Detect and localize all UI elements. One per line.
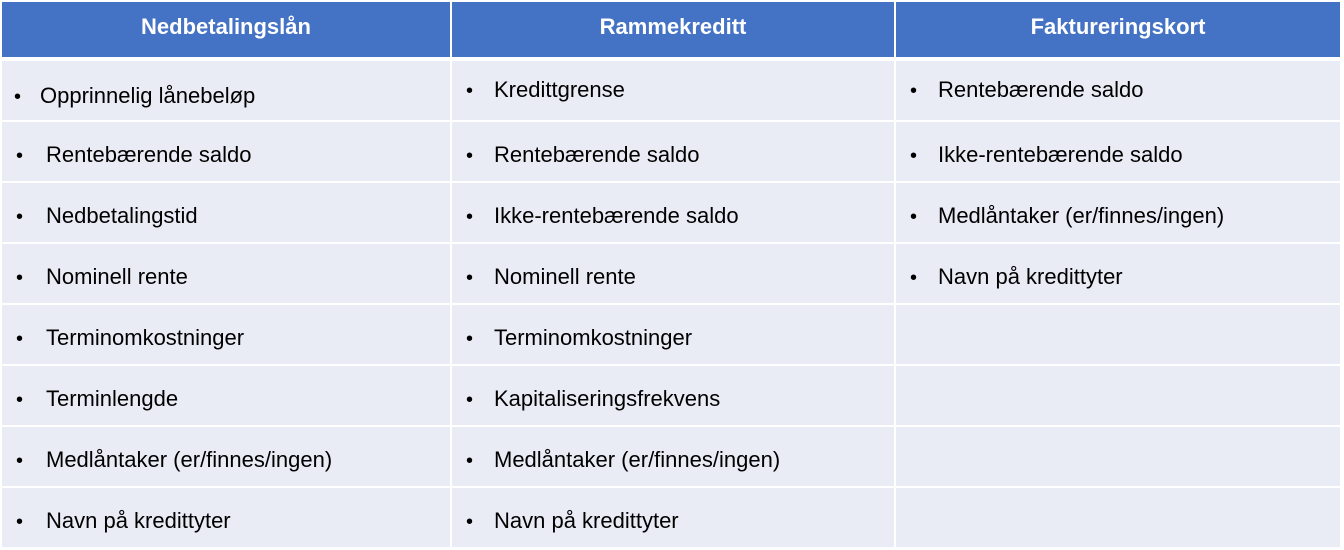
cell-text: Rentebærende saldo [494, 142, 700, 167]
table-cell [2, 243, 451, 304]
bullet-icon: • [466, 80, 474, 102]
bullet-icon: • [466, 389, 474, 411]
cell-text: Nominell rente [494, 264, 636, 289]
cell-text: Terminlengde [46, 386, 179, 411]
bullet-icon: • [466, 267, 474, 289]
table-row [2, 365, 1340, 426]
table-row [2, 121, 1340, 182]
table-cell [2, 487, 451, 548]
bullet-icon: • [466, 145, 474, 167]
bullet-icon: • [910, 267, 918, 289]
table-cell [451, 182, 895, 243]
bullet-icon: • [14, 86, 22, 108]
bullet-icon: • [16, 328, 24, 350]
table-cell [895, 243, 1340, 304]
header-label: Faktureringskort [1030, 14, 1206, 39]
table-cell [895, 304, 1340, 365]
cell-text: Terminomkostninger [46, 325, 245, 350]
table-cell [451, 121, 895, 182]
header-faktureringskort [895, 2, 1340, 59]
cell-text: Navn på kredittyter [46, 508, 231, 533]
cell-text: Navn på kredittyter [494, 508, 679, 533]
cell-text: Medlåntaker (er/finnes/ingen) [938, 203, 1225, 228]
table-cell [895, 121, 1340, 182]
bullet-icon: • [910, 80, 918, 102]
cell-text: Rentebærende saldo [938, 77, 1144, 102]
bullet-icon: • [466, 450, 474, 472]
cell-text: Terminomkostninger [494, 325, 693, 350]
table-cell [2, 426, 451, 487]
cell-text: Ikke-rentebærende saldo [494, 203, 739, 228]
cell-text: Nominell rente [46, 264, 188, 289]
cell-text: Medlåntaker (er/finnes/ingen) [46, 447, 333, 472]
table-row [2, 487, 1340, 548]
header-nedbetalingslan [2, 2, 451, 59]
bullet-icon: • [16, 450, 24, 472]
table-cell [451, 243, 895, 304]
cell-text: Kredittgrense [494, 77, 625, 102]
table-cell [895, 487, 1340, 548]
cell-text: Ikke-rentebærende saldo [938, 142, 1183, 167]
cell-text: Rentebærende saldo [46, 142, 252, 167]
table-cell [895, 365, 1340, 426]
loan-type-comparison-table [2, 2, 1340, 549]
table-cell [451, 59, 895, 121]
table-row [2, 59, 1340, 121]
cell-text: Navn på kredittyter [938, 264, 1123, 289]
table-row [2, 304, 1340, 365]
table-cell [895, 182, 1340, 243]
cell-text: Nedbetalingstid [46, 203, 198, 228]
header-label: Nedbetalingslån [141, 14, 311, 39]
table-row [2, 182, 1340, 243]
table-cell [2, 304, 451, 365]
header-rammekreditt [451, 2, 895, 59]
header-row [2, 2, 1340, 59]
bullet-icon: • [910, 145, 918, 167]
bullet-icon: • [16, 389, 24, 411]
table-cell [895, 426, 1340, 487]
header-label: Rammekreditt [599, 14, 747, 39]
table-cell [2, 121, 451, 182]
cell-text: Opprinnelig lånebeløp [40, 83, 256, 108]
table-cell [2, 59, 451, 121]
table-cell [451, 426, 895, 487]
bullet-icon: • [16, 511, 24, 533]
table-body [2, 59, 1340, 548]
table-cell [451, 304, 895, 365]
table-cell [451, 365, 895, 426]
bullet-icon: • [910, 206, 918, 228]
bullet-icon: • [466, 511, 474, 533]
table-cell [2, 365, 451, 426]
cell-text: Medlåntaker (er/finnes/ingen) [494, 447, 781, 472]
cell-text: Kapitaliseringsfrekvens [494, 386, 721, 411]
table-row [2, 426, 1340, 487]
table-cell [895, 59, 1340, 121]
bullet-icon: • [466, 206, 474, 228]
bullet-icon: • [16, 267, 24, 289]
table-cell [2, 182, 451, 243]
table-cell [451, 487, 895, 548]
table-row [2, 243, 1340, 304]
bullet-icon: • [16, 206, 24, 228]
bullet-icon: • [16, 145, 24, 167]
bullet-icon: • [466, 328, 474, 350]
